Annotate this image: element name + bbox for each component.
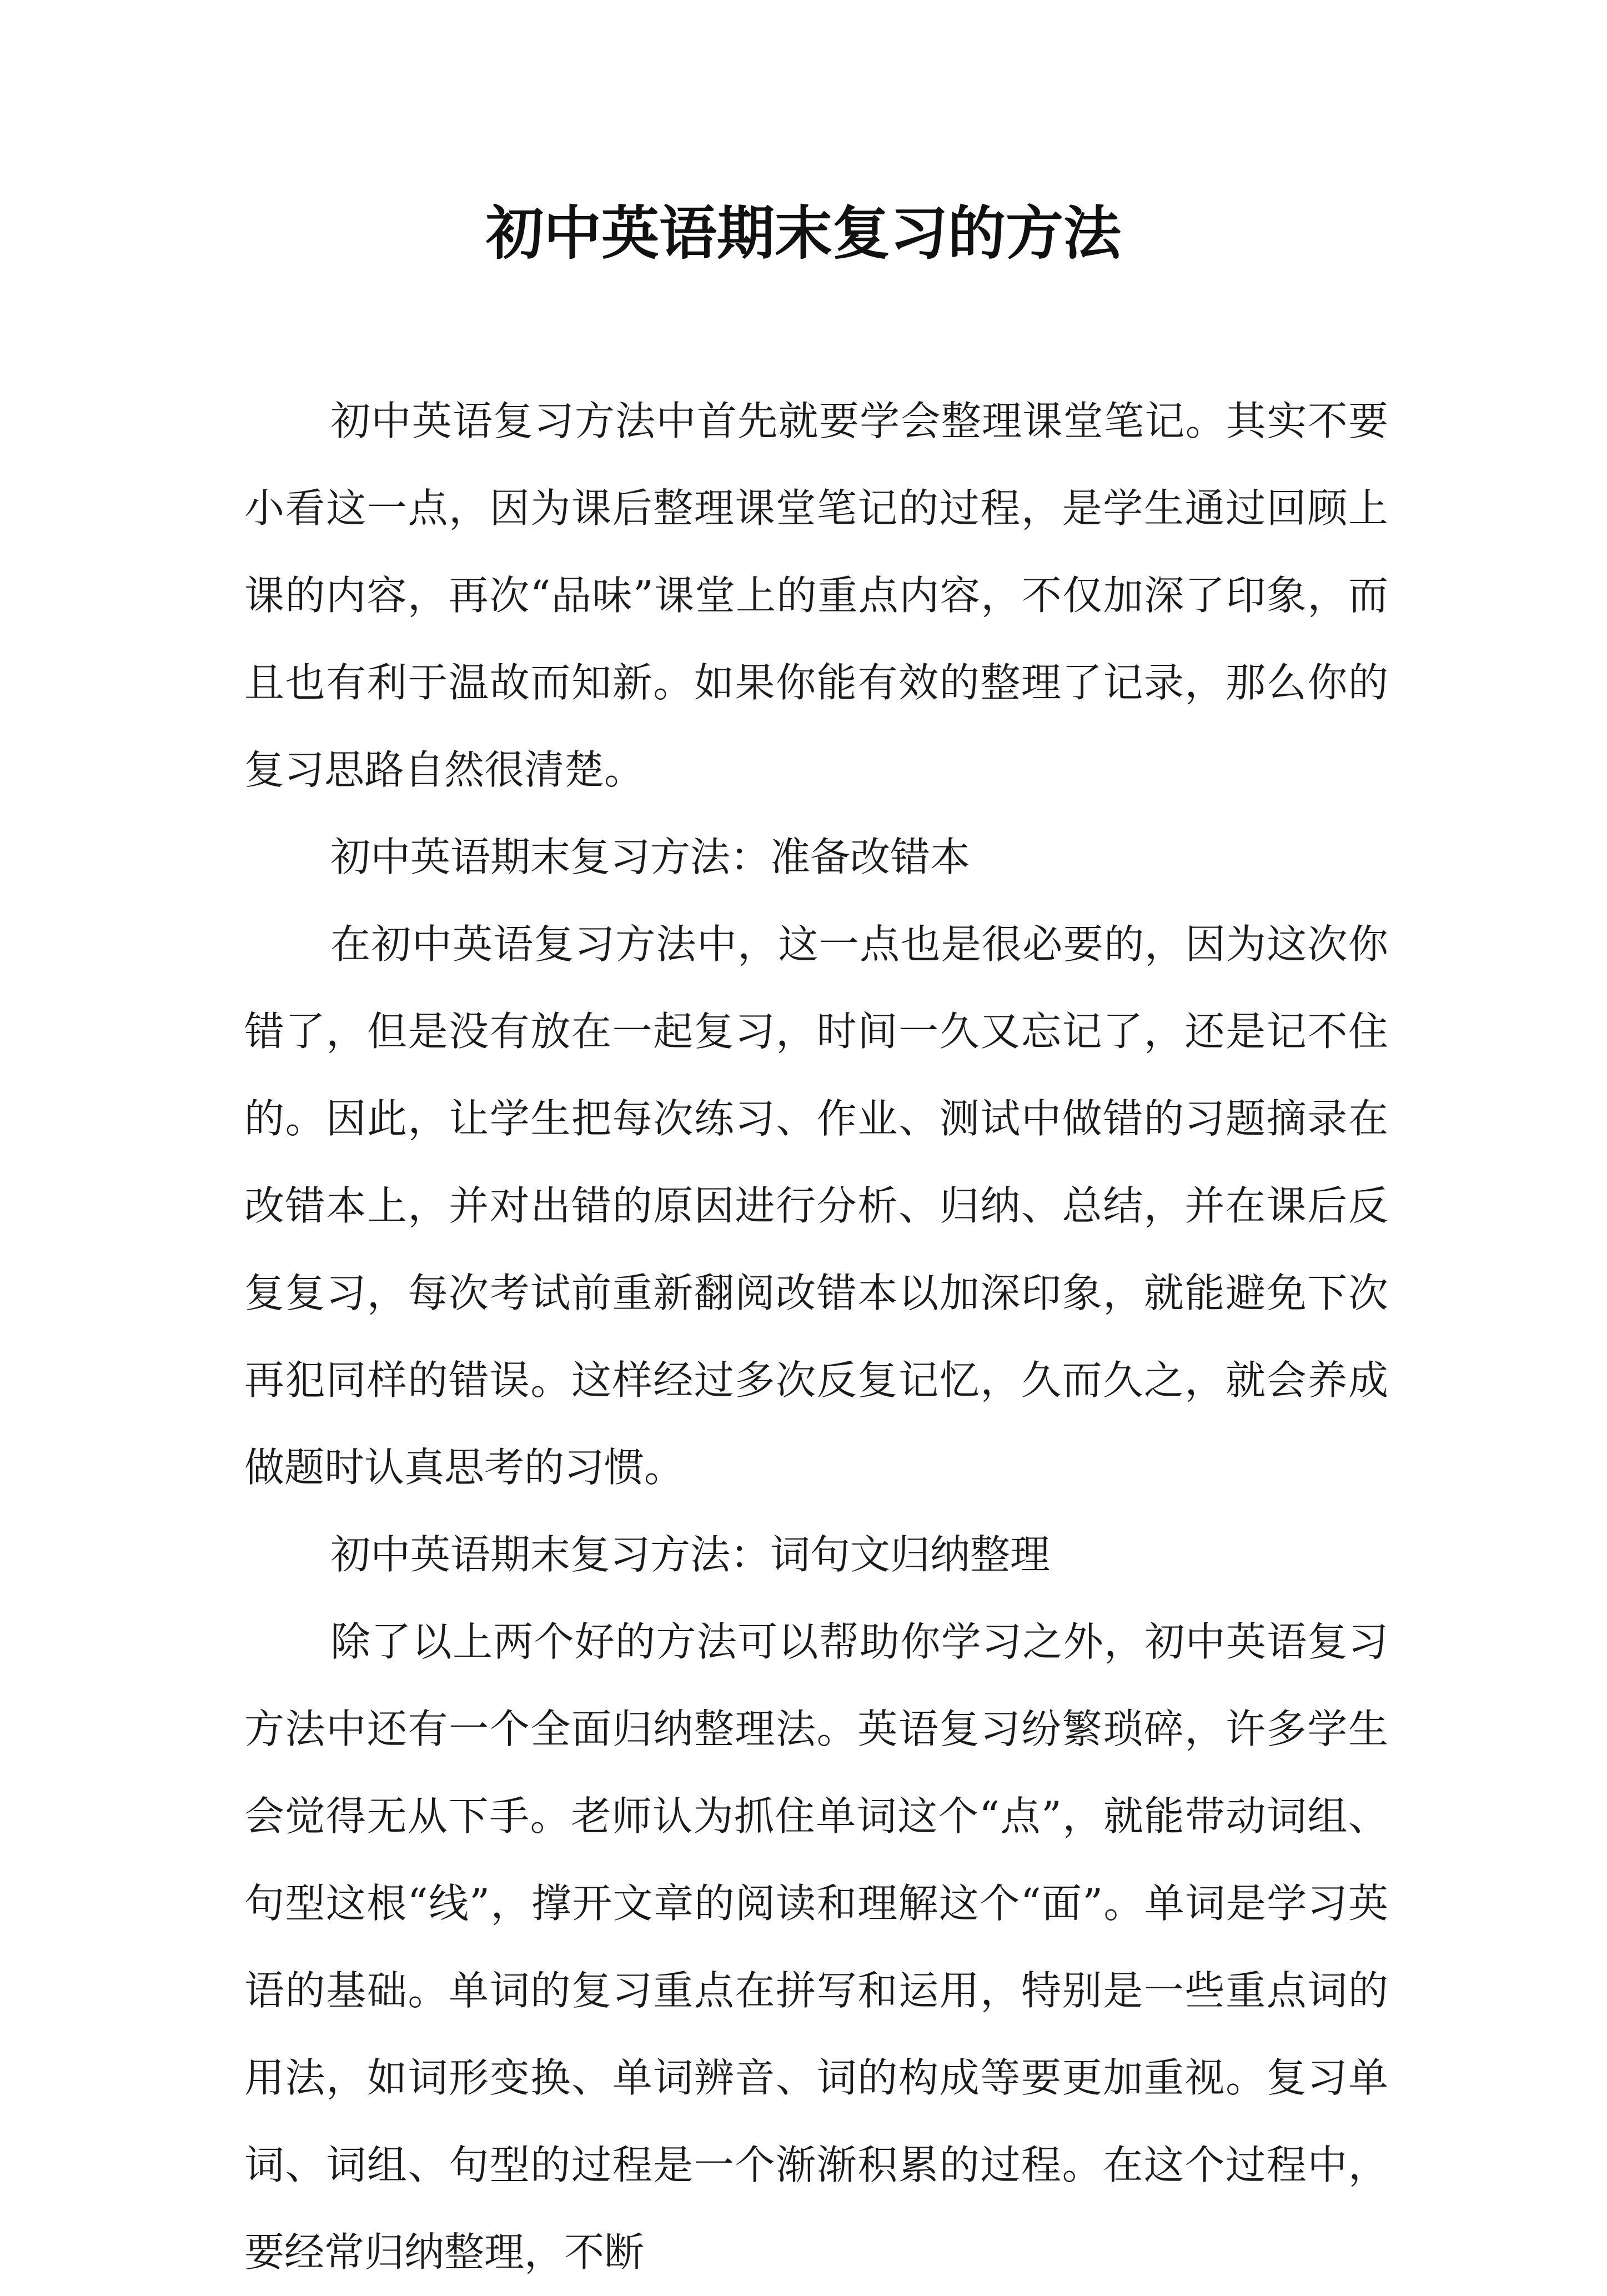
paragraph-error-notebook: 在初中英语复习方法中，这一点也是很必要的，因为这次你错了，但是没有放在一起复习，时间一久又忘记了，还是记不住的。因此，让学生把每次练习、作业、测试中做错的习题摘录在改错本上，并对出错的原因进行分析、归纳、总结，并在课后反复复习，每次考试前重新翻阅改错本以加深印象，就能避免下次再犯同样的错误。这样经过多次反复记忆，久而久之，就会养成做题时认真思考的习惯。 bbox=[244, 921, 1388, 1491]
section-heading-error-notebook: 初中英语期末复习方法：准备改错本 bbox=[330, 834, 971, 880]
document-title: 初中英语期末复习的方法 bbox=[485, 199, 1121, 267]
paragraph-intro: 初中英语复习方法中首先就要学会整理课堂笔记。其实不要小看这一点，因为课后整理课堂笔记的过程，是学生通过回顾上课的内容，再次“品味”课堂上的重点内容，不仅加深了印象，而且也有利于温故而知新。如果你能有效的整理了记录，那么你的复习思路自然很清楚。 bbox=[244, 398, 1388, 793]
section-heading-summarize: 初中英语期末复习方法：词句文归纳整理 bbox=[330, 1531, 1051, 1578]
document-body bbox=[244, 378, 1388, 2296]
paragraph-summarize: 除了以上两个好的方法可以帮助你学习之外，初中英语复习方法中还有一个全面归纳整理法。英语复习纷繁琐碎，许多学生会觉得无从下手。老师认为抓住单词这个“点”，就能带动词组、句型这根“线”，撑开文章的阅读和理解这个“面”。单词是学习英语的基础。单词的复习重点在拼写和运用，特别是一些重点词的用法，如词形变换、单词辨音、词的构成等要更加重视。复习单词、词组、句型的过程是一个渐渐积累的过程。在这个过程中，要经常归纳整理，不断 bbox=[244, 1618, 1388, 2275]
